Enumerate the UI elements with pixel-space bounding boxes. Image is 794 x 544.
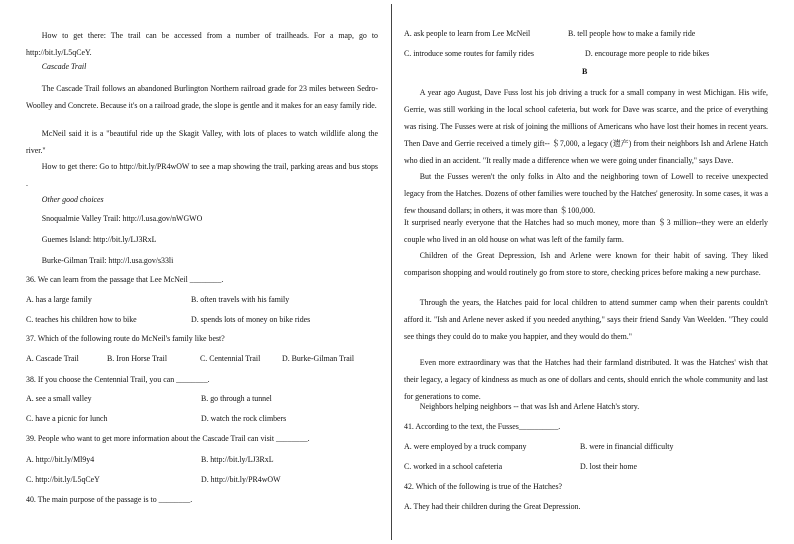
q38-option-c: C. have a picnic for lunch — [26, 414, 108, 423]
q37-option-a: A. Cascade Trail — [26, 354, 79, 363]
heading-cascade-trail: Cascade Trail — [41, 62, 87, 71]
choice-snoqualmie: Snoqualmie Valley Trail: http://l.usa.gov/nWGWO — [41, 214, 203, 223]
question-41: 41. According to the text, the Fusses__________. — [404, 422, 561, 431]
passage-b-paragraph-6: Even more extraordinary was that the Hatches had their farmland distributed. It was the Hatches' wish that their legacy, a legacy of kindness as much as one of dollars and cents, should enrich the whole community and last for generations to come. — [404, 358, 768, 401]
question-36: 36. We can learn from the passage that Lee McNeil ________. — [26, 275, 224, 284]
passage-b-paragraph-7: Neighbors helping neighbors -- that was Ish and Arlene Hatch's story. — [419, 402, 640, 411]
passage-b-paragraph-5: Through the years, the Hatches paid for local children to attend summer camp when their parents couldn't afford it. "Ish and Arlene never asked if you needed anything," says their friend Sandy Van Weelden. "They could see things they could do to make you happier, and they would do them." — [404, 298, 768, 341]
passage-b-paragraph-3: It surprised nearly everyone that the Hatches had so much money, more than ＄3 million--they were an elderly couple who lived in an old house on what was left of the family farm. — [404, 218, 768, 244]
q40-option-c: C. introduce some routes for family rides — [404, 49, 534, 58]
question-40: 40. The main purpose of the passage is to ________. — [26, 495, 193, 504]
q36-option-b: B. often travels with his family — [191, 295, 290, 304]
q41-option-b: B. were in financial difficulty — [580, 442, 674, 451]
passage-b-paragraph-2: But the Fusses weren't the only folks in Alto and the neighboring town of Lowell to receive unexpected legacy from the Hatches. Dozens of other families were touched by the Hatches' generosity. In some cases, it was a few thousand dollars; in others, it was more than ＄100,000. — [404, 172, 768, 215]
q36-option-c: C. teaches his children how to bike — [26, 315, 137, 324]
q41-option-d: D. lost their home — [580, 462, 637, 471]
q38-option-a: A. see a small valley — [26, 394, 92, 403]
section-heading-b: B — [582, 67, 588, 76]
q36-option-a: A. has a large family — [26, 295, 92, 304]
column-divider — [391, 4, 392, 540]
passage-b-paragraph-1: A year ago August, Dave Fuss lost his job driving a truck for a small company in west Michigan. His wife, Gerrie, was still working in the local school cafeteria, but work for Dave was scarce, and the price of everything was rising. The Fusses were at risk of joining the millions of Americans who have lost their homes in recent years. Then Dave and Gerrie received a timely gift-- ＄7,000, a legacy (遗产) from their neighbors Ish and Arlene Hatch who died in an accident. "It really made a difference when we were going under financially," says Dave. — [404, 88, 768, 165]
q37-option-c: C. Centennial Trail — [200, 354, 261, 363]
choice-guemes: Guemes Island: http://bit.ly/LJ3RxL — [41, 235, 157, 244]
paragraph-how-to-get-there-1: How to get there: The trail can be accessed from a number of trailheads. For a map, go to http://bit.ly/L5qCeY. — [26, 31, 378, 57]
heading-other-good-choices: Other good choices — [41, 195, 104, 204]
q40-option-d: D. encourage more people to ride bikes — [585, 49, 710, 58]
q38-option-b: B. go through a tunnel — [201, 394, 272, 403]
question-37: 37. Which of the following route do McNeil's family like best? — [26, 334, 225, 343]
paragraph-cascade-description: The Cascade Trail follows an abandoned Burlington Northern railroad grade for 23 miles between Sedro-Woolley and Concrete. Because it's on a railroad grade, the slope is gentle and it makes for an easy family ride. — [26, 84, 378, 110]
q40-option-a: A. ask people to learn from Lee McNeil — [404, 29, 531, 38]
q39-option-c: C. http://bit.ly/L5qCeY — [26, 475, 100, 484]
paragraph-how-to-get-there-2: How to get there: Go to http://bit.ly/PR4wOW to see a map showing the trail, parking areas and bus stops . — [26, 162, 378, 188]
q37-option-b: B. Iron Horse Trail — [107, 354, 168, 363]
q41-option-a: A. were employed by a truck company — [404, 442, 527, 451]
q40-option-b: B. tell people how to make a family ride — [568, 29, 696, 38]
question-38: 38. If you choose the Centennial Trail, you can ________. — [26, 375, 210, 384]
passage-b-paragraph-4: Children of the Great Depression, Ish and Arlene were known for their habit of saving. They liked comparison shopping and would routinely go from store to store, checking prices before making a new purchase. — [404, 251, 768, 277]
q38-option-d: D. watch the rock climbers — [201, 414, 287, 423]
choice-burke-gilman: Burke-Gilman Trail: http://l.usa.gov/s33li — [41, 256, 174, 265]
q41-option-c: C. worked in a school cafeteria — [404, 462, 503, 471]
q42-option-a: A. They had their children during the Great Depression. — [404, 502, 581, 511]
q37-option-d: D. Burke-Gilman Trail — [282, 354, 355, 363]
question-39: 39. People who want to get more information about the Cascade Trail can visit ________. — [26, 434, 310, 443]
paragraph-mcneil-quote: McNeil said it is a "beautiful ride up the Skagit Valley, with lots of places to watch wildlife along the river." — [26, 129, 378, 155]
q39-option-a: A. http://bit.ly/Ml9y4 — [26, 455, 95, 464]
q39-option-b: B. http://bit.ly/LJ3RxL — [201, 455, 274, 464]
q39-option-d: D. http://bit.ly/PR4wOW — [201, 475, 281, 484]
q36-option-d: D. spends lots of money on bike rides — [191, 315, 311, 324]
question-42: 42. Which of the following is true of the Hatches? — [404, 482, 563, 491]
